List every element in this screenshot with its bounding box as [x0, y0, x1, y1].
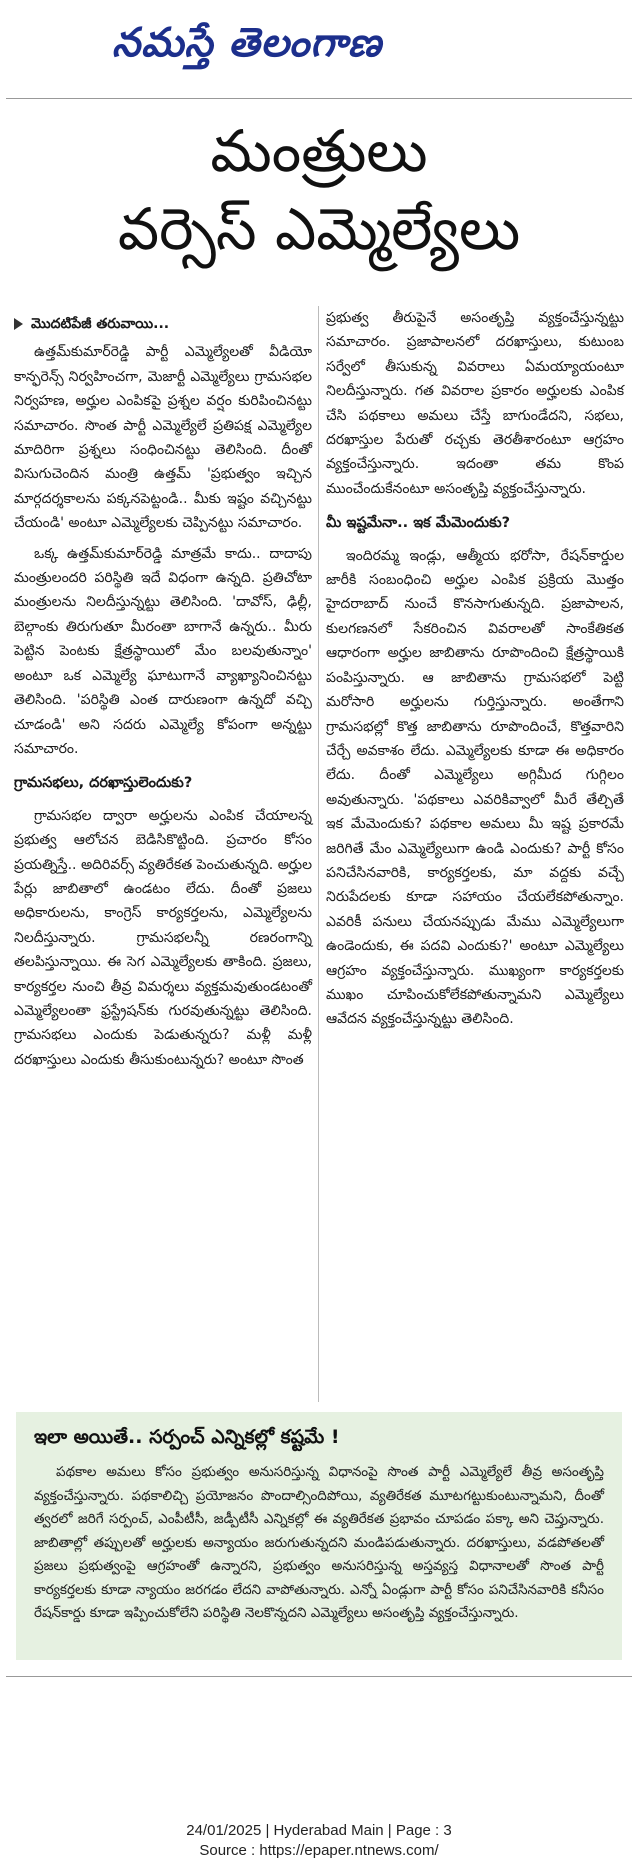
headline-line-1: మంత్రులు: [210, 117, 428, 185]
footer-source: Source : https://epaper.ntnews.com/: [199, 1842, 439, 1859]
article-paragraph: ఉత్తమ్‌కుమార్‌రెడ్డి పార్టీ ఎమ్మెల్యేలతో వీడియో కాన్ఫరెన్స్ నిర్వహించగా, మెజార్టీ ఎమ్మెల్యేలు గ్రామసభల నిర్వహణ, అర్హుల ఎంపికపై ప్రశ్నల వర్షం కురిపించినట్టు సమాచారం. సొంత పార్టీ ఎమ్మెల్యేలే ప్రతిపక్ష ఎమ్మెల్యేల మాదిరిగా ప్రశ్నలు సంధించినట్టు తెలిసింది. దీంతో విసుగుచెందిన మంత్రి ఉత్తమ్ 'ప్రభుత్వం ఇచ్చిన మార్గదర్శకాలను పక్కనపెట్టండి.. మీకు ఇష్టం వచ్చినట్టు చేయండి' అంటూ ఎమ్మెల్యేలకు చెప్పినట్టు సమాచారం.: [14, 344, 312, 532]
masthead-logo: నమస్తే తెలంగాణ: [112, 20, 383, 66]
article-paragraph: ఇందిరమ్మ ఇండ్లు, ఆత్మీయ భరోసా, రేషన్‌కార్డుల జారీకి సంబంధించి అర్హుల ఎంపిక ప్రక్రియ మొత్తం హైదరాబాద్ నుంచే కొనసాగుతున్నది. ప్రజాపాలన, కులగణనలో సేకరించిన వివరాలతో సాంకేతికత ఆధారంగా అర్హుల జాబితాను రూపొందించి క్షేత్రస్థాయికి పంపిస్తున్నారు. ఆ జాబితాను గ్రామసభలో పెట్టి మరోసారి అర్హులను గుర్తిస్తున్నారు. అంతేగాని గ్రామసభల్లో కొత్త జాబితాను రూపొందించే, కొత్తవారిని చేర్చే అవకాశం లేదు. ఎమ్మెల్యేలకు కూడా ఈ అధికారం లేదు. దీంతో ఎమ్మెల్యేలు అగ్గిమీద గుగ్గిలం అవుతున్నారు. 'పథకాలు ఎవరికివ్వాలో మీరే తేల్చితే ఇక మేమెందుకు? పథకాల అమలు మీ ఇష్ట ప్రకారమే జరిగితే మేం ఎమ్మెల్యేలుగా ఉండి ఎందుకు? పార్టీ కోసం పనిచేసినవారికి, కార్యకర్తలకు, మా వద్దకు వచ్చే నిరుపేదలకు కూడా సహాయం చేయలేకపోతున్నాం. ఎవరికీ పనులు చేయనప్పుడు మేము ఎమ్మెల్యేలుగా ఉండెందుకు, ఈ పదవి ఎందుకు?' అంటూ ఎమ్మెల్యేలు ఆగ్రహం వ్యక్తంచేస్తున్నారు. ముఖ్యంగా కార్యకర్తలకు ముఖం చూపించుకోలేకపోతున్నామని ఎమ్మెల్యేలు ఆవేదన వ్యక్తంచేస్తున్నట్టు తెలిసింది.: [326, 547, 624, 1028]
masthead-rule: [6, 98, 632, 99]
footer-dateline: 24/01/2025 | Hyderabad Main | Page : 3: [186, 1822, 452, 1839]
sidebar-box: [16, 1412, 622, 1660]
column-divider: [318, 306, 319, 1402]
masthead: [0, 0, 638, 96]
headline: [10, 112, 628, 268]
article-paragraph: ప్రభుత్వ తీరుపైనే అసంతృప్తి వ్యక్తంచేస్తున్నట్టు సమాచారం. ప్రజాపాలనలో దరఖాస్తులు, కుటుంబ సర్వేలో తీసుకున్న వివరాలు ఏమయ్యాయంటూ నిలదీస్తున్నారు. గత వివరాల ప్రకారం అర్హులకు ఎంపిక చేసి పథకాలు అమలు చేస్తే బాగుండేదని, సభలు, దరఖాస్తుల పేరుతో రచ్చకు తెరతీశారంటూ ఆగ్రహం వ్యక్తంచేస్తున్నారు. ఇదంతా తమ కొంప ముంచేందుకేనంటూ అసంతృప్తి వ్యక్తంచేస్తున్నారు.: [326, 310, 624, 497]
article-paragraph: గ్రామసభల ద్వారా అర్హులను ఎంపిక చేయాలన్న ప్రభుత్వ ఆలోచన బెడిసికొట్టింది. ప్రచారం కోసం ప్రయత్నిస్తే.. అదిరివర్స్ వ్యతిరేకత పెంచుతున్నది. అర్హుల పేర్లు జాబితాలో ఉండటం లేదు. దీంతో ప్రజలు అధికారులను, కాంగ్రెస్ కార్యకర్తలను, ఎమ్మెల్యేలను నిలదీస్తున్నారు. గ్రామసభలన్నీ రణరంగాన్ని తలపిస్తున్నాయి. ఈ సెగ ఎమ్మెల్యేలకు తాకింది. ప్రజలు, కార్యకర్తల నుంచి తీవ్ర విమర్శలు వ్యక్తమవుతుండటంతో ఎమ్మెల్యేలంతా ఫ్రస్ట్రేషన్‌కు గురవుతున్నట్టు తెలిసింది. గ్రామసభలు ఎందుకు పెడుతున్నరు? మళ్లీ మళ్లీ దరఖాస్తులు ఎందుకు తీసుకుంటున్నరు? అంటూ సొంత: [14, 807, 312, 1068]
kicker-text: మొదటిపేజీ తరువాయి...: [31, 316, 170, 332]
article-right-column: [326, 306, 624, 1038]
headline-line-2: వర్సెస్ ఎమ్మెల్యేలు: [117, 195, 521, 263]
box-title: ఇలా అయితే.. సర్పంచ్ ఎన్నికల్లో కష్టమే !: [34, 1426, 340, 1448]
article-paragraph: ఒక్క ఉత్తమ్‌కుమార్‌రెడ్డి మాత్రమే కాదు.. దాదాపు మంత్రులందరి పరిస్థితి ఇదే విధంగా ఉన్నది. ప్రతిచోటా మంత్రులను నిలదీస్తున్నట్టు తెలిసింది. 'దావోస్, ఢిల్లీ, బెల్గాంకు తిరుగుతూ మీరంతా బాగానే ఉన్నరు.. మీరు పెట్టిన పెంటకు క్షేత్రస్థాయిలో మేం బలవుతున్నాం' అంటూ ఒక ఎమ్మెల్యే ఘాటుగానే వ్యాఖ్యానించినట్టు తెలిసింది. 'పరిస్థితి ఎంత దారుణంగా ఉన్నదో వచ్చి చూడండి' అని సదరు ఎమ్మెల్యే కోపంగా అన్నట్టు సమాచారం.: [14, 545, 312, 757]
arrow-right-icon: [14, 318, 23, 330]
footer-rule: [6, 1676, 632, 1677]
subheading: మీ ఇష్టమేనా.. ఇక మేమెందుకు?: [326, 515, 511, 532]
box-body: పథకాల అమలు కోసం ప్రభుత్వం అనుసరిస్తున్న విధానంపై సొంత పార్టీ ఎమ్మెల్యేలే తీవ్ర అసంతృప్తి వ్యక్తంచేస్తున్నారు. పథకాలిచ్చి ప్రయోజనం పొందాల్సిందిపోయి, వ్యతిరేకత మూటగట్టుకుంటున్నామని, దీంతో త్వరలో జరిగే సర్పంచ్, ఎంపీటీసీ, జడ్పీటీసీ ఎన్నికల్లో ఈ వ్యతిరేకత ప్రభావం చూపడం పక్కా అని చెప్తున్నారు. జాబితాల్లో తప్పులతో అర్హులకు అన్యాయం జరుగుతున్నదని మండిపడుతున్నారు. దరఖాస్తులు, వడపోతలతో ప్రజలు ప్రభుత్వంపై ఆగ్రహంతో ఉన్నారని, ప్రభుత్వం అనుసరిస్తున్న అస్తవ్యస్త విధానాలతో సొంత పార్టీ కార్యకర్తలకు కూడా న్యాయం జరగడం లేదని వాపోతున్నారు. ఎన్నో ఏండ్లుగా పార్టీ కోసం పనిచేసినవారికి కనీసం రేషన్‌కార్డు కూడా ఇప్పించుకోలేని పరిస్థితి నెలకొన్నదని ఎమ్మెల్యేలు అసంతృప్తి వ్యక్తంచేస్తున్నారు.: [34, 1464, 605, 1621]
article-left-column: [14, 312, 312, 1078]
kicker: [14, 312, 312, 336]
subheading: గ్రామసభలు, దరఖాస్తులెందుకు?: [14, 775, 193, 792]
